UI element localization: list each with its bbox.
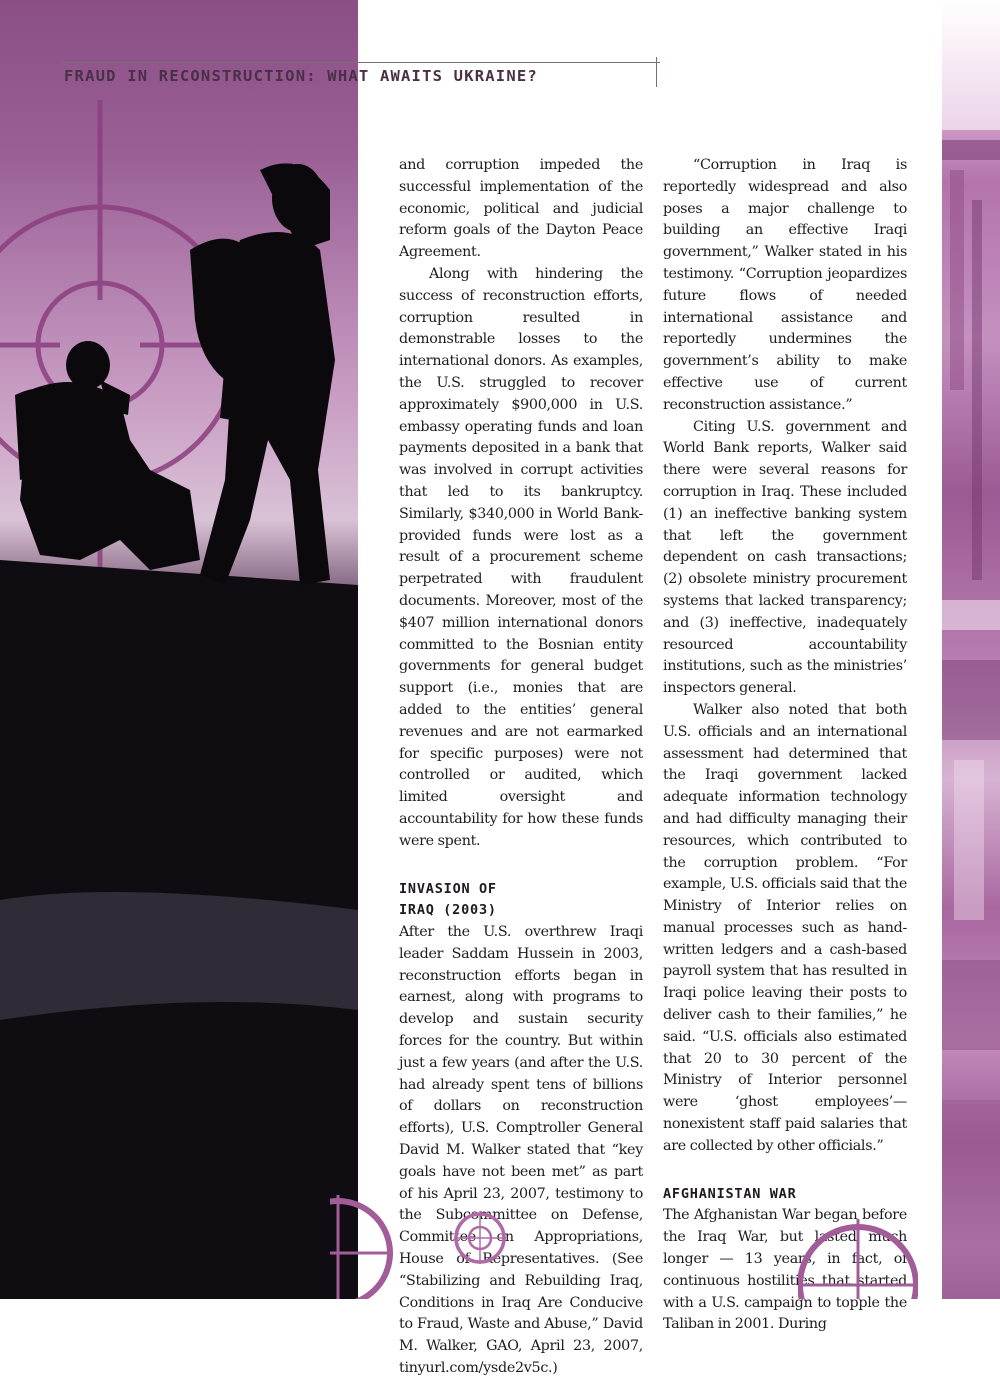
header-title: FRAUD IN RECONSTRUCTION: WHAT AWAITS UKRAINE?: [64, 67, 538, 85]
photo-ruins-collage: [942, 0, 1000, 1299]
section-heading-afghanistan: AFGHANISTAN WAR: [663, 1185, 797, 1202]
running-header: [60, 62, 660, 89]
header-divider: [656, 57, 657, 87]
photo-illustration: [0, 0, 358, 1299]
text-column-right: [663, 155, 907, 1336]
crosshair-icon: [330, 1175, 400, 1299]
crosshair-icon: [798, 1215, 918, 1299]
crosshair-icon: [452, 1210, 508, 1266]
paragraph: The Afghanistan War began before the Iraq War, but lasted much longer — 13 years, in fact, of continuous hostilities that started with a U.S. campaign to topple the Taliban in 2001. During: [663, 1207, 907, 1333]
photo-soldiers-silhouette: [0, 0, 358, 1299]
paragraph: “Corruption in Iraq is reportedly widespread and also poses a major challenge to building an effective Iraqi government,” Walker stated in his testimony. “Corruption jeopardizes future flows of needed international assistance and reportedly undermines the government’s ability to make effective use of current reconstruction assistance.”: [663, 157, 907, 413]
paragraph: Walker also noted that both U.S. officials and an international assessment had determined that the Iraqi government lacked adequate information technology and had difficulty managing their resources, which contributed to the corruption problem. “For example, U.S. officials said that the Ministry of Interior relies on manual processes such as hand-written ledgers and a cash-based payroll system that has resulted in Iraqi police leaving their posts to deliver cash to their families,” he said. “U.S. officials also estimated that 20 to 30 percent of the Ministry of Interior personnel were ‘ghost employees’—nonexistent staff paid salaries that are collected by other officials.”: [663, 701, 907, 1154]
section-heading-iraq: [399, 879, 643, 923]
heading-line: INVASION OF: [399, 880, 497, 897]
paragraph: After the U.S. overthrew Iraqi leader Saddam Hussein in 2003, reconstruction efforts began in earnest, along with programs to develop and sustain security forces for the country. But within just a few years (and after the U.S. had already spent tens of billions of dollars on reconstruction efforts), U.S. Comptroller General David M. Walker stated that “key goals have not been met” as part of his April 23, 2007, testimony to the Subcommittee on Defense, Committee on Appropriations, House of Representatives. (See “Stabilizing and Rebuilding Iraq, Conditions in Iraq Are Conducive to Fraud, Waste and Abuse,” David M. Walker, GAO, April 23, 2007, tinyurl.com/ysde2v5c.): [399, 924, 643, 1377]
heading-line: IRAQ (2003): [399, 902, 497, 919]
paragraph: Along with hindering the success of reconstruction efforts, corruption resulted in demonstrable losses to the international donors. As examples, the U.S. struggled to recover approximately $900,000 in U.S. embassy operating funds and loan payments deposited in a bank that was involved in corrupt activities that led to its bankruptcy. Similarly, $340,000 in World Bank-provided funds were lost as a result of a procurement scheme perpetrated with fraudulent documents. Moreover, most of the $407 million international donors committed to the Bosnian entity governments for general budget support (i.e., monies that are added to the entities’ general revenues and are not earmarked for specific purposes) were not controlled or audited, which limited oversight and accountability for how these funds were spent.: [399, 265, 643, 849]
text-column-left: [399, 155, 643, 1380]
paragraph: and corruption impeded the successful implementation of the economic, political and judicial reform goals of the Dayton Peace Agreement.: [399, 157, 643, 261]
collage-illustration: [942, 0, 1000, 1299]
paragraph: Citing U.S. government and World Bank reports, Walker said there were several reasons for corruption in Iraq. These included (1) an ineffective banking system that left the government dependent on cash transactions; (2) obsolete ministry procurement systems that lacked transparency; and (3) ineffective, inadequately resourced accountability institutions, such as the ministries’ inspectors general.: [663, 418, 907, 697]
